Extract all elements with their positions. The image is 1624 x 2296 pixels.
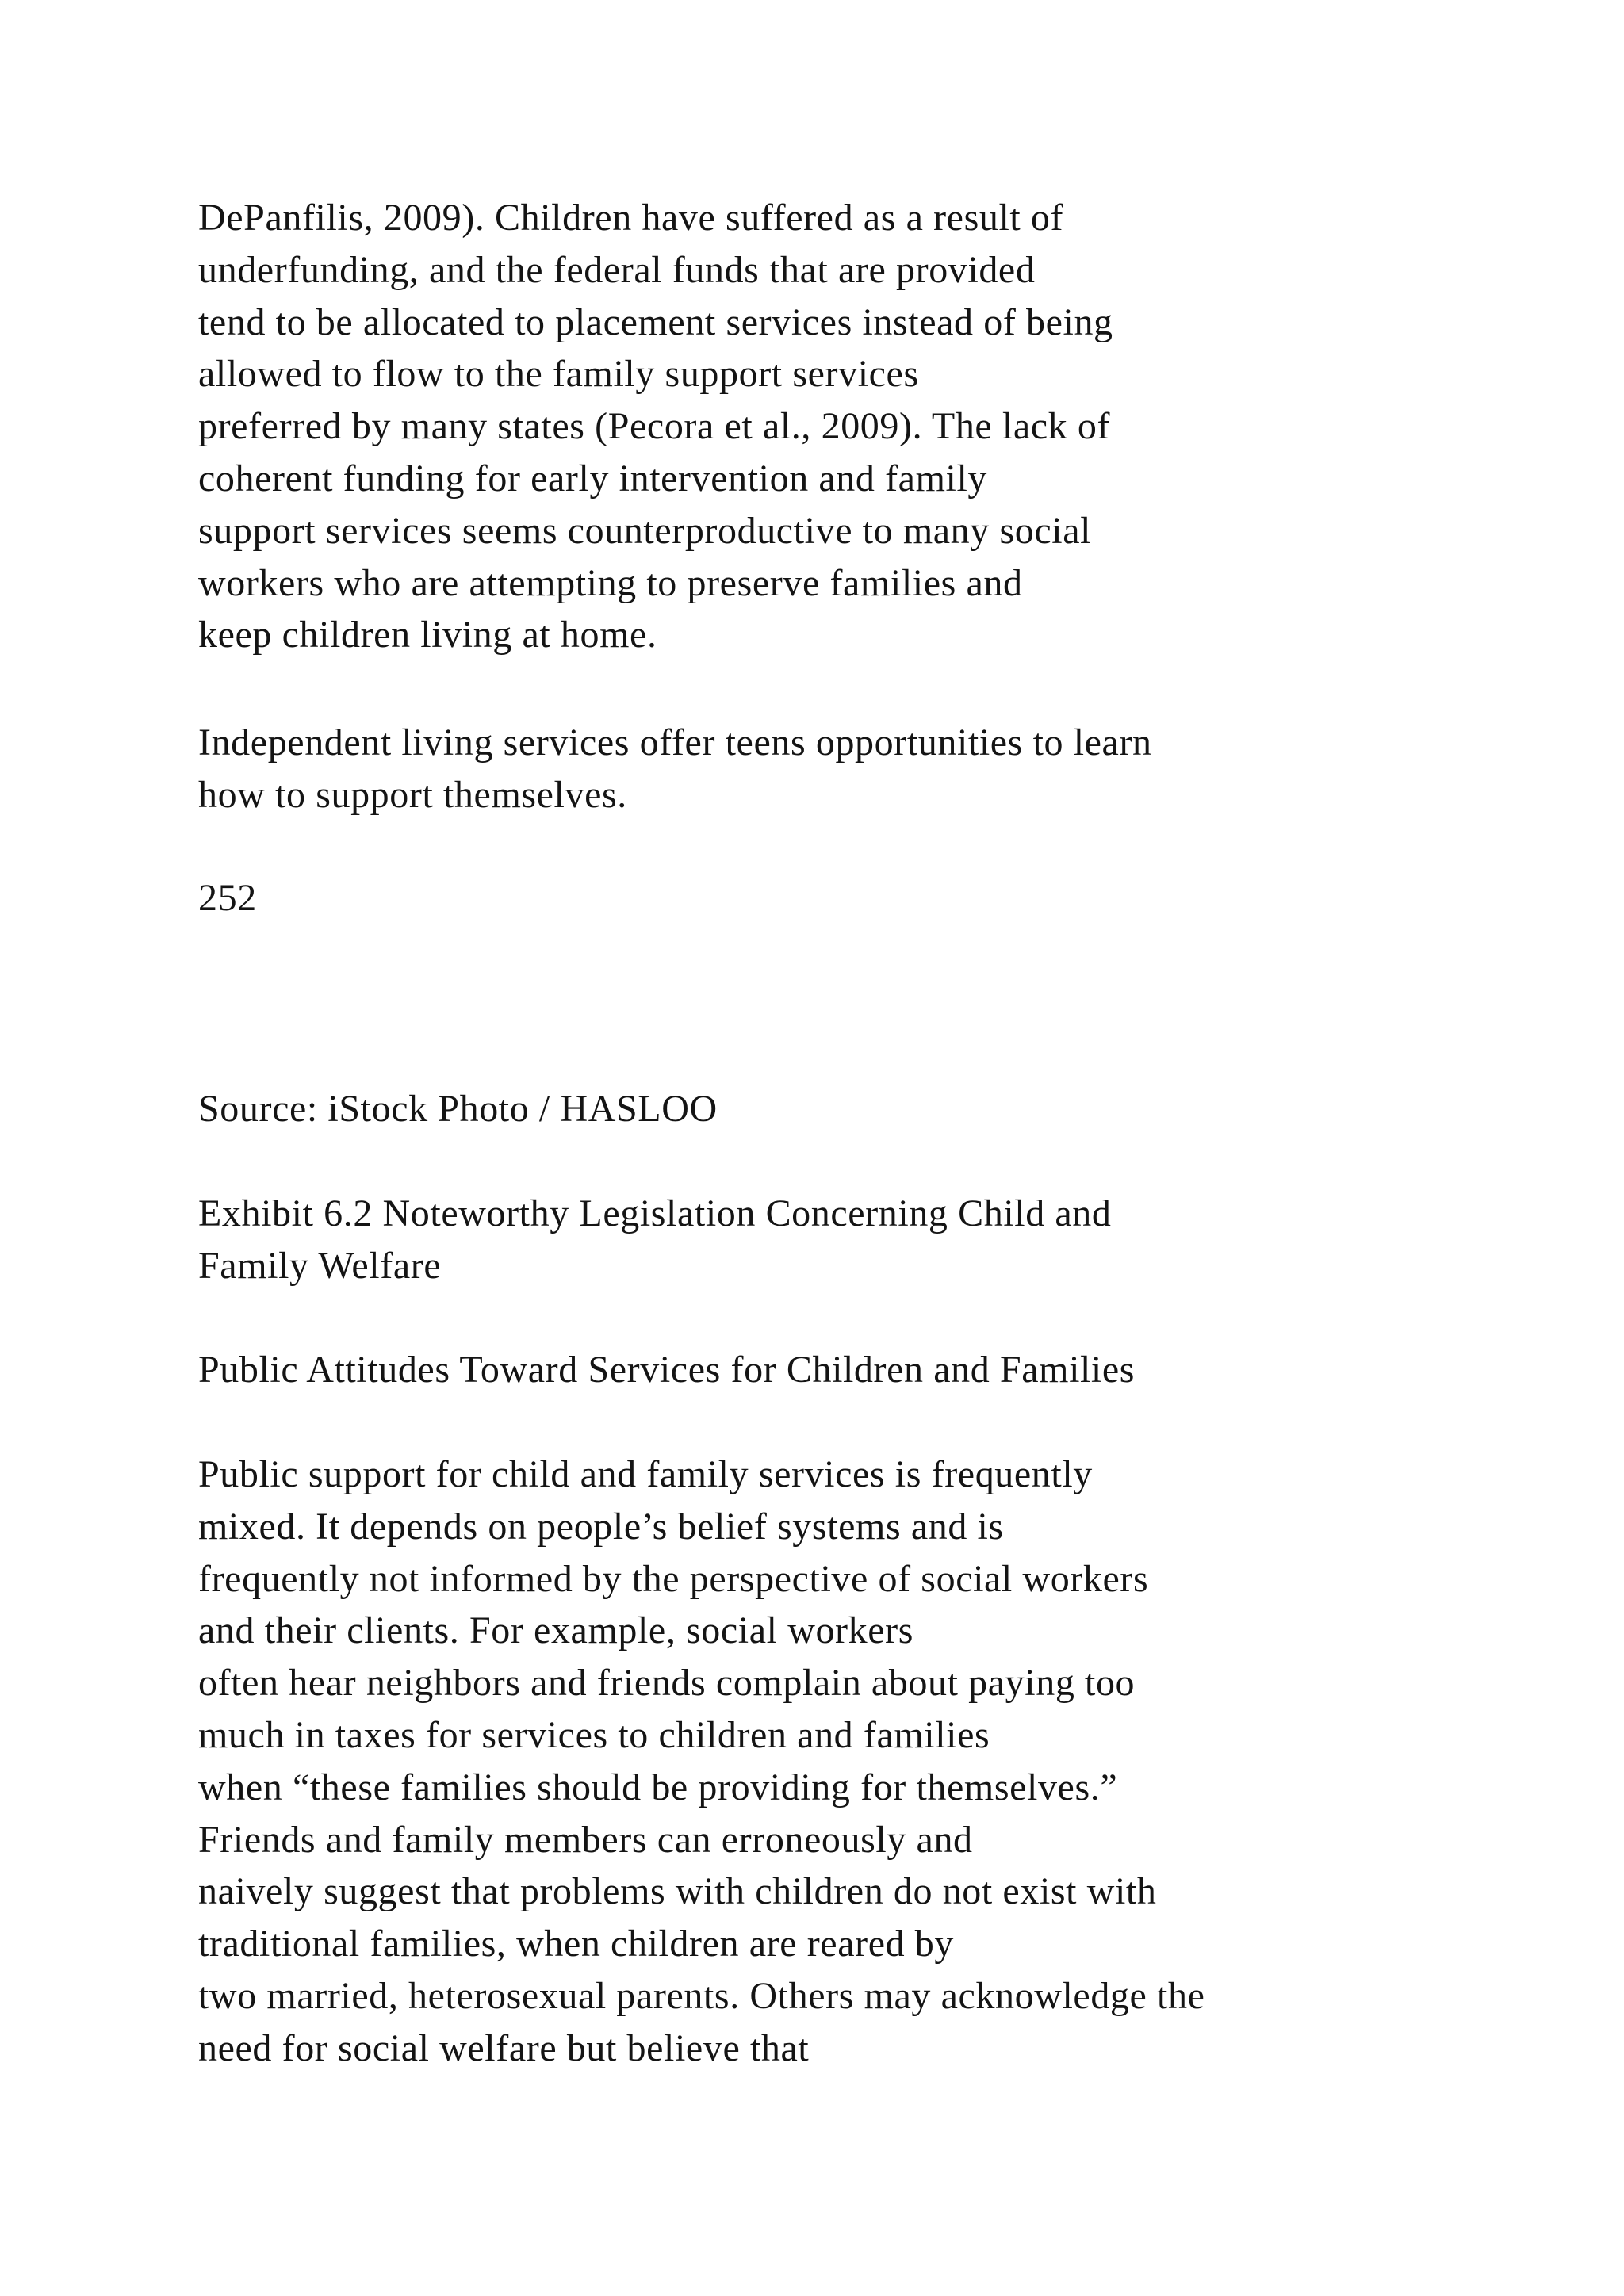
text-line: and their clients. For example, social workers	[198, 1609, 914, 1652]
text-line: underfunding, and the federal funds that are provided	[198, 248, 1036, 291]
text-line: how to support themselves.	[198, 773, 627, 816]
page-number: 252	[198, 877, 257, 919]
paragraph-funding	[198, 192, 1546, 661]
text-line: traditional families, when children are reared by	[198, 1923, 955, 1965]
exhibit-caption	[198, 1188, 1546, 1292]
text-line: support services seems counterproductive to many social	[198, 509, 1092, 552]
section-heading: Public Attitudes Toward Services for Children and Families	[198, 1349, 1136, 1391]
paragraph-public-attitudes	[198, 1448, 1546, 2075]
text-line: often hear neighbors and friends complain about paying too	[198, 1662, 1136, 1705]
text-line: workers who are attempting to preserve families and	[198, 561, 1023, 604]
text-line: keep children living at home.	[198, 614, 657, 656]
text-line: coherent funding for early intervention and family	[198, 457, 987, 499]
text-line: Family Welfare	[198, 1244, 442, 1287]
text-line: allowed to flow to the family support services	[198, 353, 919, 396]
paragraph-independent-living	[198, 717, 1546, 821]
text-line: tend to be allocated to placement services instead of being	[198, 300, 1113, 343]
text-line: mixed. It depends on people’s belief systems and is	[198, 1505, 1004, 1548]
text-line: Independent living services offer teens opportunities to learn	[198, 721, 1152, 763]
text-line: frequently not informed by the perspective of social workers	[198, 1557, 1149, 1600]
text-line: Friends and family members can erroneously and	[198, 1818, 973, 1861]
text-line: Exhibit 6.2 Noteworthy Legislation Concerning Child and	[198, 1192, 1112, 1234]
text-line: Public support for child and family services is frequently	[198, 1453, 1093, 1495]
text-line: need for social welfare but believe that	[198, 2026, 810, 2069]
text-line: two married, heterosexual parents. Others may acknowledge the	[198, 1974, 1205, 2017]
text-line: preferred by many states (Pecora et al., 2009). The lack of	[198, 405, 1111, 448]
text-line: DePanfilis, 2009). Children have suffered as a result of	[198, 197, 1064, 239]
photo-credit: Source: iStock Photo / HASLOO	[198, 1088, 718, 1130]
text-line: when “these families should be providing for themselves.”	[198, 1766, 1118, 1808]
text-line: much in taxes for services to children and families	[198, 1713, 990, 1756]
text-line: naively suggest that problems with children do not exist with	[198, 1870, 1157, 1913]
